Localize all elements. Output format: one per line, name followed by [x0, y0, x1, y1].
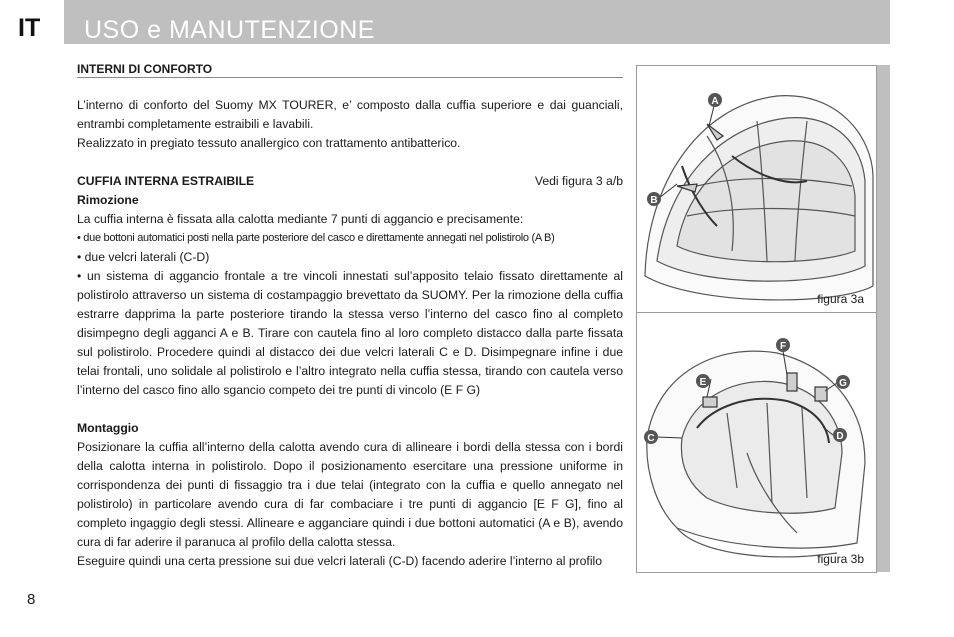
- intro-paragraph: L’interno di conforto del Suomy MX TOURER, e’ composto dalla cuffia superiore e dai guanciali, entrambi completamente estraibili e lavabili.: [77, 98, 623, 131]
- svg-text:A: A: [711, 96, 719, 107]
- montaggio-title: Montaggio: [77, 421, 139, 435]
- side-bar: [877, 65, 890, 572]
- svg-text:C: C: [647, 433, 655, 444]
- svg-text:B: B: [650, 195, 658, 206]
- subsection-header: [77, 172, 623, 191]
- text-column: [77, 62, 623, 571]
- rimozione-intro: La cuffia interna è fissata alla calotta mediante 7 punti di aggancio e precisamente:: [77, 212, 524, 226]
- figure-caption: figura 3a: [817, 292, 864, 306]
- svg-text:D: D: [836, 431, 844, 442]
- page-number: 8: [27, 591, 36, 608]
- svg-text:G: G: [839, 378, 847, 389]
- figure-3b: [636, 312, 877, 573]
- svg-text:F: F: [779, 341, 787, 352]
- helmet-interior-illustration-a: [637, 66, 876, 312]
- bullet-item: • due bottoni automatici posti nella parte posteriore del casco e direttamente annegati nel polistirolo (A B): [77, 232, 555, 244]
- subsection-title: CUFFIA INTERNA ESTRAIBILE: [77, 174, 255, 188]
- intro-paragraph-2: Realizzato in pregiato tessuto anallergico con trattamento antibatterico.: [77, 136, 461, 150]
- figure-3a: [636, 65, 877, 313]
- page-title: USO e MANUTENZIONE: [84, 16, 375, 44]
- bullet-item: • due velcri laterali (C-D): [77, 250, 210, 264]
- figure-reference: Vedi figura 3 a/b: [534, 174, 623, 188]
- language-code: IT: [18, 14, 41, 42]
- helmet-interior-illustration-b: [637, 313, 876, 572]
- bullet-item: • un sistema di aggancio frontale a tre vincoli innestati sul’apposito telaio fissato direttamente al polistirolo attraverso un sistema di costampaggio brevettato da SUOMY. Per la rimozione della cuffia estrarre dapprima la parte posteriore tirando la stessa verso l’interno del casco fino al completo disimpegno degli agganci A e B. Tirare con cautela fino al loro completo distacco dalla parte fissata sul polistirolo. Procedere quindi al distacco dei due velcri laterali C e D. Disimpegnare infine i due telai frontali, uno solidale al polistirolo e l’altro integrato nella cuffia stessa, tirando con cautela verso l’interno del casco fino allo sgancio competo dei tre punti di vincolo (E F G): [77, 269, 623, 397]
- header-bar: [64, 0, 890, 44]
- svg-text:E: E: [699, 377, 707, 388]
- rimozione-title: Rimozione: [77, 193, 139, 207]
- montaggio-paragraph-2: Eseguire quindi una certa pressione sui due velcri laterali (C-D) facendo aderire l’interno al profilo: [77, 554, 603, 568]
- section-title: INTERNI DI CONFORTO: [77, 62, 623, 78]
- montaggio-paragraph: Posizionare la cuffia all’interno della calotta avendo cura di allineare i bordi della stessa con i bordi della calotta interna in polistirolo. Dopo il posizionamento esercitare una pressione uniforme in corrispondenza dei punti di fissaggio tra i due telai (integrato con la cuffia e quello annegato nel polistirolo) in particolare avendo cura di far combaciare i tre punti di aggancio [E F G], fino al completo ingaggio degli stessi. Allineare e agganciare quindi i due bottoni automatici (A e B), avendo cura di far aderire il paranuca al profilo della calotta stessa.: [77, 440, 623, 549]
- figure-caption: figura 3b: [817, 552, 864, 566]
